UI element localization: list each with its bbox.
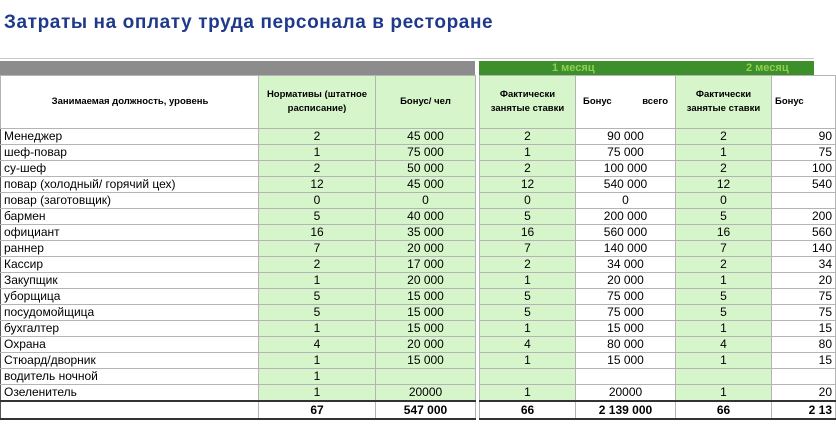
- table-row: [1, 305, 836, 321]
- header-gray-band: [0, 61, 475, 75]
- position-cell[interactable]: водитель ночной: [1, 369, 259, 385]
- norm-cell[interactable]: 12: [259, 177, 376, 193]
- fact-2-cell[interactable]: 0: [676, 193, 772, 209]
- fact-1-cell[interactable]: 5: [480, 289, 576, 305]
- table-row: [1, 161, 836, 177]
- position-cell[interactable]: Озеленитель: [1, 385, 259, 402]
- table-row: [1, 193, 836, 209]
- bonus-2-cell[interactable]: 75: [772, 145, 836, 161]
- position-cell[interactable]: Менеджер: [1, 129, 259, 145]
- bonus-1-cell[interactable]: 80 000: [576, 337, 676, 353]
- fact-1-cell[interactable]: 1: [480, 273, 576, 289]
- position-cell[interactable]: шеф-повар: [1, 145, 259, 161]
- header-bonus-1-b: всего: [642, 96, 668, 107]
- table-row: [1, 145, 836, 161]
- fact-2-cell[interactable]: 16: [676, 225, 772, 241]
- fact-1-cell[interactable]: 7: [480, 241, 576, 257]
- fact-1-cell[interactable]: 0: [480, 193, 576, 209]
- position-cell[interactable]: Стюард/дворник: [1, 353, 259, 369]
- fact-1-cell[interactable]: 2: [480, 161, 576, 177]
- bonus-1-cell[interactable]: 75 000: [576, 289, 676, 305]
- norm-cell[interactable]: 1: [259, 369, 376, 385]
- position-cell[interactable]: су-шеф: [1, 161, 259, 177]
- fact-2-cell[interactable]: 1: [676, 321, 772, 337]
- table-row: [1, 337, 836, 353]
- page-title: Затраты на оплату труда персонала в ресторане: [4, 12, 494, 33]
- fact-2-cell[interactable]: 2: [676, 161, 772, 177]
- table-row: [1, 209, 836, 225]
- position-cell[interactable]: бухгалтер: [1, 321, 259, 337]
- bonus-1-cell[interactable]: 100 000: [576, 161, 676, 177]
- position-cell[interactable]: Закупщик: [1, 273, 259, 289]
- norm-cell[interactable]: 5: [259, 289, 376, 305]
- norm-cell[interactable]: 1: [259, 273, 376, 289]
- header-bonus-1-a: Бонус: [583, 96, 612, 107]
- position-cell[interactable]: повар (заготовщик): [1, 193, 259, 209]
- table-row: [1, 273, 836, 289]
- bonus-cell[interactable]: 20 000: [376, 241, 476, 257]
- fact-1-cell[interactable]: 4: [480, 337, 576, 353]
- table-row: [1, 129, 836, 145]
- table-row: [1, 225, 836, 241]
- totals-label-cell[interactable]: [1, 401, 259, 419]
- norm-cell[interactable]: 7: [259, 241, 376, 257]
- total-bonus-2[interactable]: 2 13: [772, 401, 836, 419]
- bonus-cell[interactable]: 20000: [376, 385, 476, 402]
- position-cell[interactable]: Кассир: [1, 257, 259, 273]
- bonus-1-cell[interactable]: 560 000: [576, 225, 676, 241]
- norm-cell[interactable]: 5: [259, 305, 376, 321]
- bonus-cell[interactable]: 75 000: [376, 145, 476, 161]
- bonus-2-cell[interactable]: [772, 369, 836, 385]
- fact-1-cell[interactable]: 16: [480, 225, 576, 241]
- fact-1-cell[interactable]: 1: [480, 353, 576, 369]
- total-fact-2[interactable]: 66: [676, 401, 772, 419]
- table-row: [1, 353, 836, 369]
- bonus-1-cell[interactable]: 20000: [576, 385, 676, 402]
- bonus-2-cell[interactable]: 140: [772, 241, 836, 257]
- total-bonus-1[interactable]: 2 139 000: [576, 401, 676, 419]
- norm-cell[interactable]: 1: [259, 385, 376, 402]
- bonus-1-cell[interactable]: 0: [576, 193, 676, 209]
- bonus-2-cell[interactable]: 100: [772, 161, 836, 177]
- bonus-1-cell[interactable]: 15 000: [576, 353, 676, 369]
- bonus-2-cell[interactable]: 75: [772, 305, 836, 321]
- header-fact-2[interactable]: Фактически занятые ставки: [676, 76, 772, 129]
- bonus-1-cell[interactable]: [576, 369, 676, 385]
- fact-2-cell[interactable]: 12: [676, 177, 772, 193]
- bonus-cell[interactable]: 45 000: [376, 177, 476, 193]
- month-1-label: 1 месяц: [552, 62, 595, 74]
- fact-2-cell[interactable]: 1: [676, 145, 772, 161]
- bonus-2-cell[interactable]: 20: [772, 385, 836, 402]
- position-cell[interactable]: официант: [1, 225, 259, 241]
- grid-top-line: [0, 58, 814, 59]
- fact-2-cell[interactable]: 1: [676, 353, 772, 369]
- month-2-label: 2 месяц: [746, 62, 789, 74]
- bonus-2-cell[interactable]: 200: [772, 209, 836, 225]
- bonus-1-cell[interactable]: 540 000: [576, 177, 676, 193]
- bonus-cell[interactable]: 20 000: [376, 273, 476, 289]
- bonus-2-cell[interactable]: [772, 193, 836, 209]
- bonus-2-cell[interactable]: 560: [772, 225, 836, 241]
- bonus-cell[interactable]: 15 000: [376, 289, 476, 305]
- total-bonus[interactable]: 547 000: [376, 401, 476, 419]
- position-cell[interactable]: повар (холодный/ горячий цех): [1, 177, 259, 193]
- bonus-2-cell[interactable]: 90: [772, 129, 836, 145]
- total-fact-1[interactable]: 66: [480, 401, 576, 419]
- header-bonus-per[interactable]: Бонус/ чел: [376, 76, 476, 129]
- bonus-1-cell[interactable]: 75 000: [576, 145, 676, 161]
- position-cell[interactable]: раннер: [1, 241, 259, 257]
- bonus-1-cell[interactable]: 90 000: [576, 129, 676, 145]
- table-row: [1, 177, 836, 193]
- position-cell[interactable]: посудомойщица: [1, 305, 259, 321]
- header-position[interactable]: Занимаемая должность, уровень: [1, 76, 259, 129]
- norm-cell[interactable]: 1: [259, 353, 376, 369]
- fact-2-cell[interactable]: 5: [676, 305, 772, 321]
- table-row: [1, 257, 836, 273]
- bonus-cell[interactable]: 45 000: [376, 129, 476, 145]
- fact-2-cell[interactable]: 5: [676, 209, 772, 225]
- bonus-1-cell[interactable]: 140 000: [576, 241, 676, 257]
- total-norm[interactable]: 67: [259, 401, 376, 419]
- bonus-2-cell[interactable]: 34: [772, 257, 836, 273]
- bonus-2-cell[interactable]: 15: [772, 353, 836, 369]
- norm-cell[interactable]: 16: [259, 225, 376, 241]
- bonus-cell[interactable]: 0: [376, 193, 476, 209]
- norm-cell[interactable]: 4: [259, 337, 376, 353]
- header-norm[interactable]: Нормативы (штатное расписание): [259, 76, 376, 129]
- table-row: [1, 321, 836, 337]
- fact-2-cell[interactable]: 7: [676, 241, 772, 257]
- fact-2-cell[interactable]: 2: [676, 257, 772, 273]
- fact-1-cell[interactable]: 2: [480, 129, 576, 145]
- bonus-2-cell[interactable]: 15: [772, 321, 836, 337]
- fact-2-cell[interactable]: 2: [676, 129, 772, 145]
- totals-row: [1, 401, 836, 419]
- bonus-1-cell[interactable]: 34 000: [576, 257, 676, 273]
- bonus-cell[interactable]: 40 000: [376, 209, 476, 225]
- table-row: [1, 289, 836, 305]
- fact-1-cell[interactable]: 5: [480, 305, 576, 321]
- position-cell[interactable]: бармен: [1, 209, 259, 225]
- table-row: [1, 369, 836, 385]
- fact-1-cell[interactable]: 2: [480, 257, 576, 273]
- bonus-2-cell[interactable]: 80: [772, 337, 836, 353]
- bonus-1-cell[interactable]: 75 000: [576, 305, 676, 321]
- norm-cell[interactable]: 5: [259, 209, 376, 225]
- fact-2-cell[interactable]: 4: [676, 337, 772, 353]
- bonus-cell[interactable]: 20 000: [376, 337, 476, 353]
- bonus-cell[interactable]: 15 000: [376, 305, 476, 321]
- header-fact-1[interactable]: Фактически занятые ставки: [480, 76, 576, 129]
- fact-2-cell[interactable]: 1: [676, 273, 772, 289]
- bonus-cell[interactable]: 17 000: [376, 257, 476, 273]
- bonus-2-cell[interactable]: 20: [772, 273, 836, 289]
- staff-cost-table: [0, 75, 836, 420]
- fact-1-cell[interactable]: 1: [480, 385, 576, 402]
- bonus-cell[interactable]: 15 000: [376, 321, 476, 337]
- table-row: [1, 385, 836, 402]
- bonus-1-cell[interactable]: 20 000: [576, 273, 676, 289]
- norm-cell[interactable]: 2: [259, 129, 376, 145]
- bonus-1-cell[interactable]: 200 000: [576, 209, 676, 225]
- norm-cell[interactable]: 2: [259, 161, 376, 177]
- bonus-cell[interactable]: 15 000: [376, 353, 476, 369]
- header-bonus-1[interactable]: [576, 76, 676, 129]
- fact-1-cell[interactable]: 5: [480, 209, 576, 225]
- header-bonus-2[interactable]: Бонус: [772, 76, 836, 129]
- fact-2-cell[interactable]: 1: [676, 385, 772, 402]
- table-row: [1, 241, 836, 257]
- fact-2-cell[interactable]: 5: [676, 289, 772, 305]
- position-cell[interactable]: уборщица: [1, 289, 259, 305]
- fact-1-cell[interactable]: 1: [480, 145, 576, 161]
- position-cell[interactable]: Охрана: [1, 337, 259, 353]
- header-row: [1, 76, 836, 129]
- fact-2-cell[interactable]: [676, 369, 772, 385]
- norm-cell[interactable]: 1: [259, 145, 376, 161]
- bonus-cell[interactable]: [376, 369, 476, 385]
- norm-cell[interactable]: 0: [259, 193, 376, 209]
- norm-cell[interactable]: 2: [259, 257, 376, 273]
- bonus-cell[interactable]: 50 000: [376, 161, 476, 177]
- bonus-1-cell[interactable]: 15 000: [576, 321, 676, 337]
- fact-1-cell[interactable]: 1: [480, 321, 576, 337]
- bonus-2-cell[interactable]: 540: [772, 177, 836, 193]
- bonus-2-cell[interactable]: 75: [772, 289, 836, 305]
- fact-1-cell[interactable]: 12: [480, 177, 576, 193]
- bonus-cell[interactable]: 35 000: [376, 225, 476, 241]
- fact-1-cell[interactable]: [480, 369, 576, 385]
- norm-cell[interactable]: 1: [259, 321, 376, 337]
